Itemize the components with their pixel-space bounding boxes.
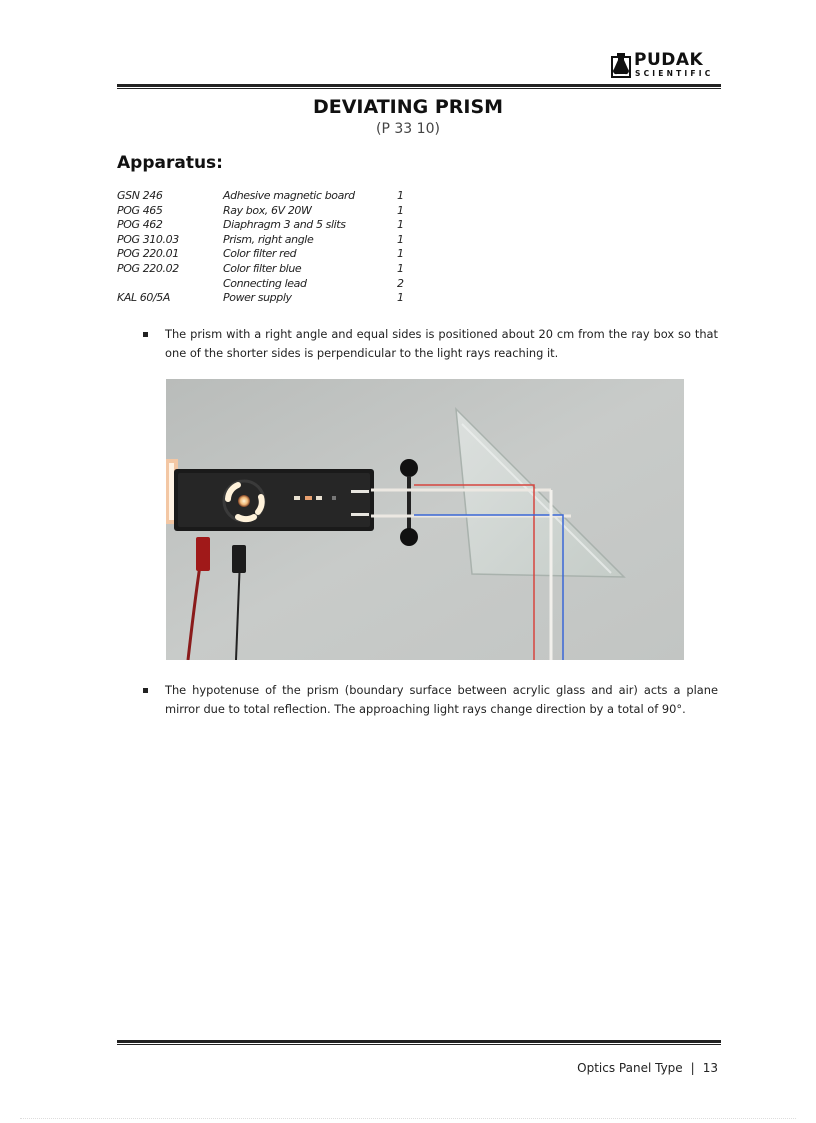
instruction-paragraph: The prism with a right angle and equal sides is positioned about 20 cm from the ray box so that one of the shorter sides is perpendicular to the light rays reaching it.	[165, 327, 718, 360]
footer-separator: |	[690, 1061, 695, 1075]
apparatus-code: KAL 60/5A	[117, 291, 170, 305]
apparatus-qty: 1	[397, 247, 404, 261]
apparatus-name: Adhesive magnetic board	[223, 189, 355, 202]
page-number: 13	[702, 1061, 718, 1075]
apparatus-name: Connecting lead	[223, 276, 307, 290]
apparatus-name: Color filter red	[223, 247, 297, 261]
apparatus-name: Power supply	[223, 291, 292, 305]
product-code: (P 33 10)	[376, 121, 440, 137]
instruction-paragraph: The hypotenuse of the prism (boundary surface between acrylic glass and air) acts a plane mirror due to total reflection. The approaching light rays change direction by a total of 90°.	[165, 683, 718, 716]
header-rule	[117, 84, 721, 87]
bullet-icon	[143, 688, 148, 693]
apparatus-qty: 1	[397, 189, 404, 202]
flask-icon	[611, 52, 631, 78]
brand-subtitle: SCIENTIFIC	[635, 69, 714, 78]
brand-name: PUDAK	[634, 50, 704, 70]
page-title: DEVIATING PRISM	[312, 96, 504, 118]
footer-label: Optics Panel Type	[577, 1061, 683, 1075]
apparatus-name: Ray box, 6V 20W	[223, 203, 312, 217]
apparatus-heading: Apparatus:	[117, 153, 223, 173]
apparatus-qty: 1	[397, 218, 404, 232]
footer	[577, 1061, 718, 1075]
apparatus-code: POG 310.03	[117, 232, 179, 246]
apparatus-code: POG 462	[117, 218, 163, 232]
apparatus-name: Prism, right angle	[223, 232, 314, 246]
footer-rule	[117, 1040, 721, 1043]
brand-logo	[611, 50, 721, 82]
bullet-icon	[143, 332, 148, 337]
apparatus-qty: 1	[397, 203, 404, 217]
experiment-photo	[166, 379, 684, 660]
apparatus-name: Diaphragm 3 and 5 slits	[223, 218, 346, 232]
apparatus-code: POG 220.01	[117, 247, 179, 261]
apparatus-qty: 1	[397, 232, 404, 246]
apparatus-qty: 1	[397, 291, 404, 305]
page-edge	[20, 1118, 796, 1119]
apparatus-code: GSN 246	[117, 189, 163, 202]
apparatus-qty: 2	[397, 276, 404, 290]
apparatus-name: Color filter blue	[223, 261, 302, 275]
apparatus-code: POG 220.02	[117, 261, 179, 275]
apparatus-qty: 1	[397, 261, 404, 275]
apparatus-code: POG 465	[117, 203, 163, 217]
